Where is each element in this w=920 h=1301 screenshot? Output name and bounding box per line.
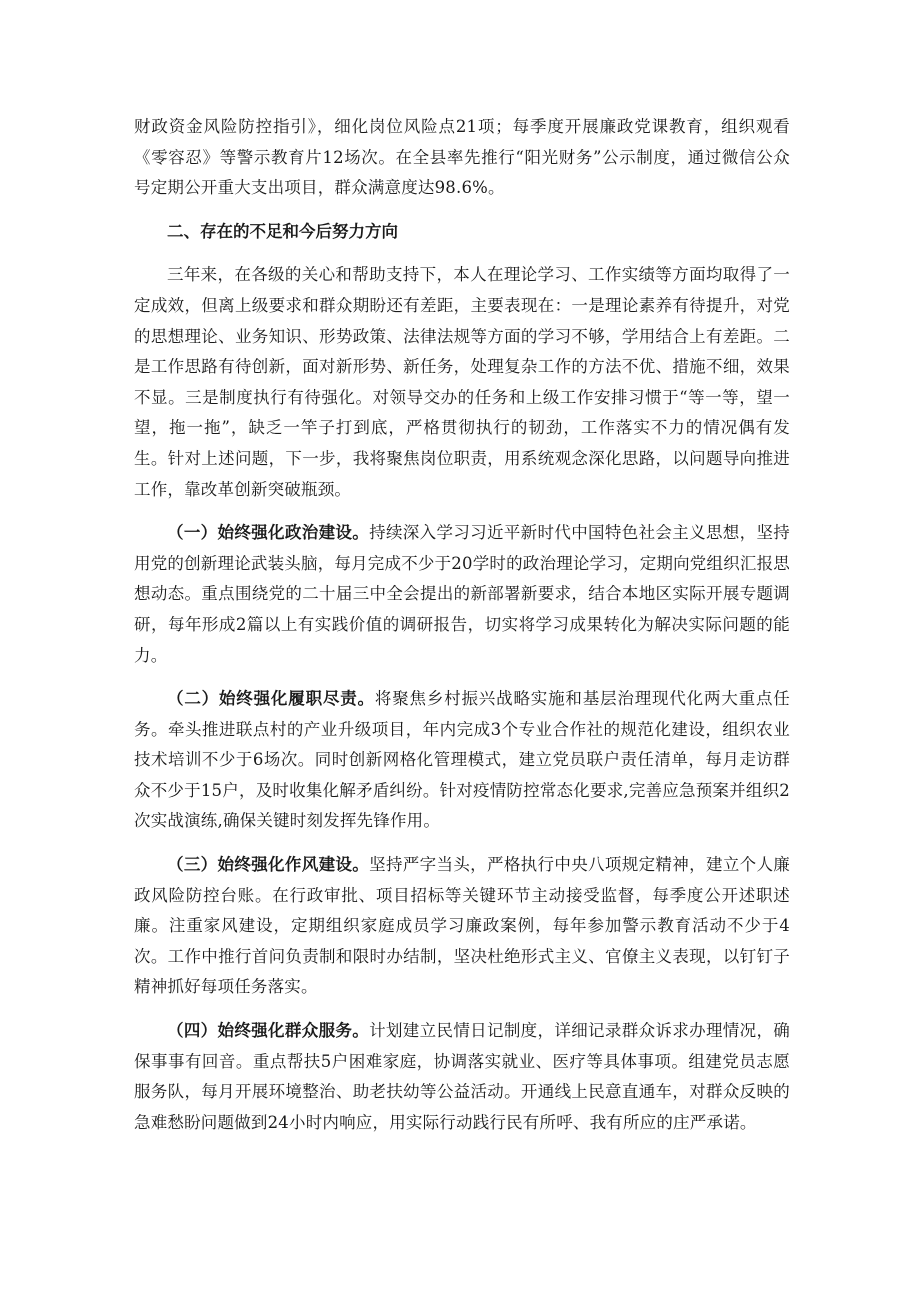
item-body-2: 将聚焦乡村振兴战略实施和基层治理现代化两大重点任务。牵头推进联点村的产业升级项目，年内完成3个专业合作社的规范化建设，组织农业技术培训不少于6场次。同时创新网格化管理模式，建立党员联户责任清单，每月走访群众不少于15户，及时收集化解矛盾纠纷。针对疫情防控常态化要求,完善应急预案并组织2次实战演练,确保关键时刻发挥先锋作用。 bbox=[134, 689, 790, 831]
item-paragraph-4 bbox=[134, 1016, 790, 1138]
item-paragraph-2 bbox=[134, 684, 790, 837]
intro-continuation-paragraph: 财政资金风险防控指引》，细化岗位风险点21项；每季度开展廉政党课教育，组织观看《零容忍》等警示教育片12场次。在全县率先推行“阳光财务”公示制度，通过微信公众号定期公开重大支出项目，群众满意度达98.6%。 bbox=[134, 117, 790, 198]
item-body-3: 坚持严字当头，严格执行中央八项规定精神，建立个人廉政风险防控台账。在行政审批、项目招标等关键环节主动接受监督，每季度公开述职述廉。注重家风建设，定期组织家庭成员学习廉政案例，每年参加警示教育活动不少于4次。工作中推行首问负责制和限时办结制，坚决杜绝形式主义、官僚主义表现，以钉钉子精神抓好每项任务落实。 bbox=[134, 855, 791, 997]
item-body-1: 持续深入学习习近平新时代中国特色社会主义思想，坚持用党的创新理论武装头脑，每月完成不少于20学时的政治理论学习，定期向党组织汇报思想动态。重点围绕党的二十届三中全会提出的新部署新要求，结合本地区实际开展专题调研，每年形成2篇以上有实践价值的调研报告，切实将学习成果转化为解决实际问题的能力。 bbox=[134, 523, 791, 665]
section-heading: 二、存在的不足和今后努力方向 bbox=[167, 221, 398, 241]
item-lead-4: （四）始终强化群众服务。 bbox=[167, 1021, 370, 1041]
item-paragraph-3 bbox=[134, 850, 790, 1003]
document-page bbox=[134, 112, 790, 1151]
section-intro-paragraph: 三年来，在各级的关心和帮助支持下，本人在理论学习、工作实绩等方面均取得了一定成效，但离上级要求和群众期盼还有差距，主要表现在：一是理论素养有待提升，对党的思想理论、业务知识、形势政策、法律法规等方面的学习不够，学用结合上有差距。二是工作思路有待创新，面对新形势、新任务，处理复杂工作的方法不优、措施不细，效果不显。三是制度执行有待强化。对领导交办的任务和上级工作安排习惯于“等一等，望一望，拖一拖”，缺乏一竿子打到底，严格贯彻执行的韧劲，工作落实不力的情况偶有发生。针对上述问题，下一步，我将聚焦岗位职责，用系统观念深化思路，以问题导向推进工作，靠改革创新突破瓶颈。 bbox=[134, 265, 790, 499]
item-lead-1: （一）始终强化政治建设。 bbox=[167, 523, 370, 543]
item-body-4: 计划建立民情日记制度，详细记录群众诉求办理情况，确保事事有回音。重点帮扶5户困难家庭，协调落实就业、医疗等具体事项。组建党员志愿服务队，每月开展环境整治、助老扶幼等公益活动。开通线上民意直通车，对群众反映的急难愁盼问题做到24小时内响应，用实际行动践行民有所呼、我有所应的庄严承诺。 bbox=[134, 1021, 791, 1132]
item-lead-2: （二）始终强化履职尽责。 bbox=[167, 689, 375, 709]
item-paragraph-1 bbox=[134, 518, 790, 671]
item-lead-3: （三）始终强化作风建设。 bbox=[167, 855, 370, 875]
